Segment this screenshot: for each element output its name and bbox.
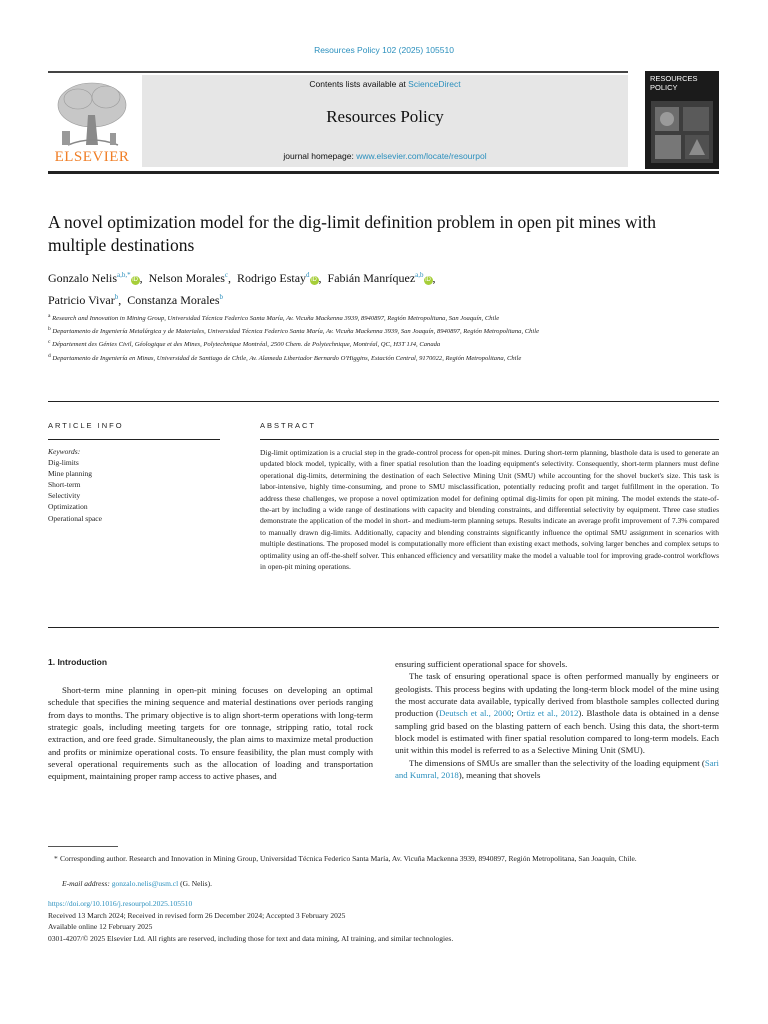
journal-homepage: journal homepage: www.elsevier.com/locate/resourpol [283, 151, 487, 161]
publisher-name: ELSEVIER [54, 149, 130, 165]
intro-paragraph-3: The dimensions of SMUs are smaller than the selectivity of the loading equipment (Sari and Kumral, 2018), meaning that shovels [395, 757, 719, 781]
section-heading: 1. Introduction [48, 657, 108, 667]
author[interactable]: Gonzalo Nelis$^{a,b,*}$iD , [48, 271, 143, 285]
left-column [48, 684, 373, 783]
corresponding-mark: * [54, 854, 58, 863]
journal-citation[interactable]: Resources Policy 102 (2025) 105510 [314, 45, 454, 55]
affiliation: $^b$ Departamento de Ingeniería Metalúrgica y de Materiales, Universidad Técnica Federico Santa María, Av. Vicuña Mackenna 3939, San Joaquín, 8940897, Región Metropolitana, Chile [48, 326, 540, 336]
footnote-rule [48, 846, 118, 847]
journal-title: Resources Policy [326, 107, 444, 126]
elsevier-logo [48, 75, 136, 167]
author[interactable]: Rodrigo Estay$^d$iD , [237, 271, 322, 285]
homepage-link[interactable]: www.elsevier.com/locate/resourpol [356, 151, 487, 161]
article-info-heading: ARTICLE INFO [48, 421, 124, 430]
article-info-rule [48, 439, 220, 440]
orcid-icon[interactable]: iD [311, 277, 317, 283]
contents-line: Contents lists available at ScienceDirect [309, 79, 461, 89]
right-column [395, 658, 719, 781]
orcid-icon[interactable]: iD [132, 277, 138, 283]
citation-link[interactable]: Deutsch et al., 2000 [439, 708, 512, 719]
keyword: Short-term [48, 480, 81, 490]
keyword: Mine planning [48, 469, 92, 479]
orcid-icon[interactable]: iD [425, 277, 431, 283]
author[interactable]: Fabián Manríquez$^{a,b}$iD , [327, 271, 436, 285]
copyright-line: 0301-4207/© 2025 Elsevier Ltd. All rights are reserved, including those for text and data mining, AI training, and similar technologies. [48, 934, 454, 943]
affiliations [48, 311, 628, 364]
citation-link[interactable]: Sari and Kumral, 2018 [395, 757, 719, 781]
keywords-label: Keywords: [48, 447, 81, 456]
doi-line[interactable]: https://doi.org/10.1016/j.resourpol.2025.105510 [48, 899, 193, 908]
affiliation: $^a$ Research and Innovation in Mining Group, Universidad Técnica Federico Santa María, Av. Vicuña Mackenna 3939, 8940897, Región Metropolitana, San Joaquín, Chile [48, 313, 500, 323]
affiliation: $^c$ Département des Génies Civil, Géologique et des Mines, Polytechnique Montréal, 2500 Chem. de Polytechnique, Montréal, QC, H3T 1J4, Canada [48, 339, 441, 349]
corresponding-note: * Corresponding author. Research and Innovation in Mining Group, Universidad Técnica Federico Santa María, Av. Vicuña Mackenna 3939, 8940897, Región Metropolitana, San Joaquín, Chile. [54, 854, 637, 863]
email-note: E-mail address: gonzalo.nelis@usm.cl (G. Nelis). [62, 879, 212, 888]
sciencedirect-link[interactable]: ScienceDirect [408, 79, 461, 89]
article-title: A novel optimization model for the dig-limit definition problem in open pit mines with multiple destinations [48, 212, 657, 255]
info-top-rule [48, 401, 719, 402]
citation-link[interactable]: Ortiz et al., 2012 [516, 708, 579, 719]
keyword: Dig-limits [48, 458, 79, 468]
affiliation: $^d$ Departamento de Ingeniería en Minas, Universidad de Santiago de Chile, Av. Alameda Libertador Bernardo O'Higgins, Estación Central, 9170022, Región Metropolitana, Chile [48, 352, 522, 362]
intro-paragraph-2: The task of ensuring operational space is often performed manually by engineers or geologists. This process begins with updating the long-term block model of the mine using the most accurate data available, typically derived from blasthole samples collected during production (Deutsch et al., 2000; Ortiz et al., 2012). Blasthole data is obtained in a dense sampling grid based on the blasting pattern of each bench. Using this data, the short-term block model is estimated with finer spatial resolution compared to long-term models. Each unit within this model is referred to as a Selective Mining Unit (SMU). [395, 671, 719, 756]
abstract-bottom-rule [48, 627, 719, 628]
keyword: Operational space [48, 513, 102, 523]
received-line: Received 13 March 2024; Received in revised form 26 December 2024; Accepted 3 February 2025 [48, 911, 346, 920]
intro-paragraph: Short-term mine planning in open-pit mining focuses on developing an optimal schedule that specifies the mining sequence and material destinations over periods ranging from days to months. The primary objective is to align short-term operations with long-term strategic goals, including meeting targets for ore tonnage, stripping ratio, total rock extraction, and ore feed grade. Simultaneously, the plan aims to maximize metal production and profits or minimize operational costs. To ensure feasibility, the plan must comply with several operational requirements such as the allocation of loading and transportation equipment, maintaining proper ramp access to active phases, and [48, 685, 373, 782]
abstract-text: Dig-limit optimization is a crucial step in the grade-control process for open-pit mines. During short-term planning, blasthole data is used to generate an updated block model, typically, with a finer spatial resolution than the loading equipment's selectivity. Consequently, short-term planners must define operational dig-limits, determining the destination of each Selective Mining Unit (SMU) while accounting for the shovel bucket's size. This task is labor-intensive, highly time-consuming, and prone to SMU misclassification, potentially reducing profit and target fulfillment in the operation. To address these challenges, we propose a novel optimization model for defining optimal dig-limits for open pit mining. The model extends the state-of-the-art by including a wide range of destinations with capacity and blending constraints, and differential selectivity by equipment. Three case studies demonstrate the application of the model in short- and medium-term planning setups. Results indicate an average profit improvement of 7.3% compared to manually drawn dig-limits. Additionally, capacity and blending constraints significantly influence the optimal SMU assignment in scenarios with multiple destinations. The proposed model is computationally more efficient than existing exact methods, solving larger benches and complex setups to optimality using an off-the-shelf solver. This enhanced efficiency and versatility make the model a valuable tool for improving grade-control workflows in open-pit mining operations. [260, 448, 719, 572]
keyword: Selectivity [48, 491, 81, 501]
keyword: Optimization [48, 502, 88, 512]
author[interactable]: Constanza Morales$^b$ [127, 293, 224, 307]
author[interactable]: Patricio Vivar$^b$, [48, 293, 122, 307]
intro-continuation: ensuring sufficient operational space for shovels. [395, 659, 568, 669]
journal-cover[interactable] [645, 71, 719, 169]
cover-title: RESOURCES POLICY [650, 74, 698, 92]
abstract-rule [260, 439, 719, 440]
author[interactable]: Nelson Morales$^c$, [148, 271, 232, 285]
header-top-rule [48, 71, 628, 73]
email-link[interactable]: gonzalo.nelis@usm.cl [111, 879, 179, 888]
abstract-heading: ABSTRACT [260, 421, 317, 430]
header-bottom-rule [48, 171, 719, 174]
keywords-block [48, 446, 102, 524]
available-line: Available online 12 February 2025 [48, 922, 153, 931]
author-list [48, 266, 688, 310]
